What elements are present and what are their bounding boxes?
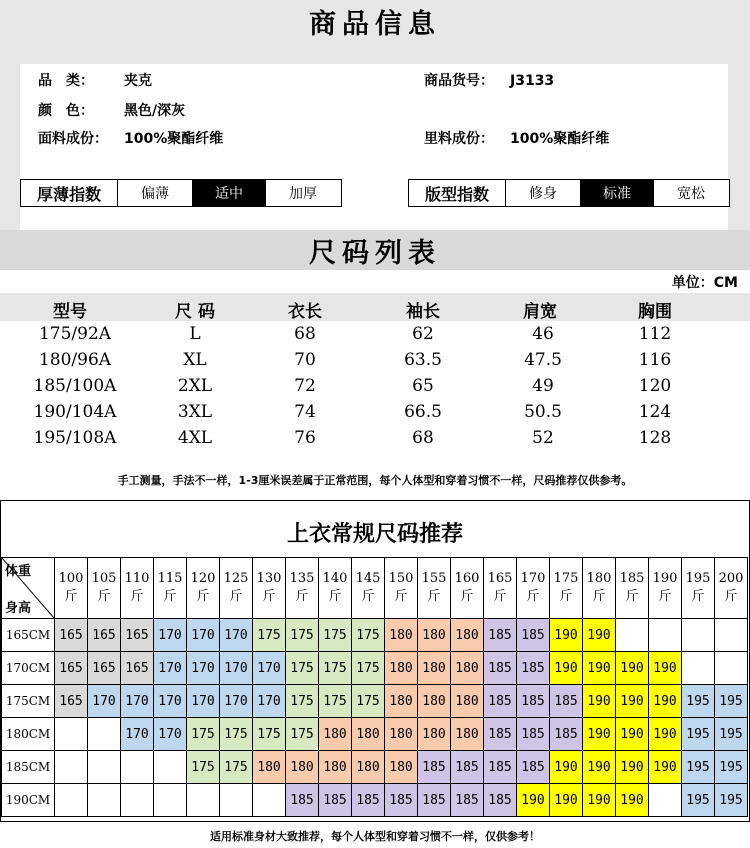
recommend-cell: 185 [484, 784, 517, 817]
weight-header-155 [418, 558, 451, 619]
recommend-cell: 180 [451, 619, 484, 652]
recommend-cell: 165 [88, 619, 121, 652]
recommend-cell: 175 [220, 718, 253, 751]
weight-header-180 [583, 558, 616, 619]
recommend-cell: 180 [418, 685, 451, 718]
recommend-cell: 175 [319, 619, 352, 652]
weight-header-130 [253, 558, 286, 619]
weight-unit: 斤 [163, 589, 177, 604]
category-value: 夹克 [124, 73, 152, 89]
size-cell: 50.5 [524, 402, 562, 422]
size-cell: 3XL [177, 402, 213, 422]
weight-value: 180 [586, 571, 612, 586]
recommend-cell [121, 751, 154, 784]
weight-unit: 斤 [229, 589, 243, 604]
recommend-cell: 185 [451, 751, 484, 784]
weight-unit: 斤 [460, 589, 474, 604]
color-row [38, 100, 185, 120]
recommend-cell: 180 [418, 718, 451, 751]
recommend-cell: 195 [715, 751, 748, 784]
header-size: 尺 码 [175, 302, 215, 322]
size-table-title: 尺码列表 [309, 237, 441, 269]
size-cell: 47.5 [524, 350, 562, 370]
size-cell: 116 [638, 350, 672, 370]
size-cell: 185/100A [33, 376, 117, 396]
item-no-label: 商品货号： [424, 73, 494, 89]
height-label: 175CM [2, 685, 55, 718]
fit-option-slim: 修身 [529, 186, 557, 202]
weight-unit: 斤 [328, 589, 342, 604]
size-cell: 46 [532, 324, 554, 344]
size-cell: L [189, 324, 201, 344]
recommend-cell: 165 [121, 652, 154, 685]
height-label: 165CM [2, 619, 55, 652]
recommend-cell: 170 [253, 685, 286, 718]
weight-unit: 斤 [262, 589, 276, 604]
size-cell: 190/104A [33, 402, 117, 422]
recommend-cell: 165 [121, 619, 154, 652]
recommend-cell: 185 [418, 751, 451, 784]
recommend-cell: 190 [583, 751, 616, 784]
weight-header-100 [55, 558, 88, 619]
recommend-row [2, 718, 748, 751]
color-label: 颜 色： [38, 103, 94, 119]
recommend-cell [55, 784, 88, 817]
recommend-cell: 185 [286, 784, 319, 817]
recommend-cell: 170 [154, 619, 187, 652]
weight-value: 135 [289, 571, 315, 586]
height-label: 180CM [2, 718, 55, 751]
recommend-cell: 170 [154, 652, 187, 685]
recommend-cell: 190 [649, 652, 682, 685]
recommend-cell: 175 [352, 619, 385, 652]
recommend-cell: 185 [484, 652, 517, 685]
recommend-cell: 180 [286, 751, 319, 784]
header-model: 型号 [53, 302, 87, 322]
recommend-cell: 165 [55, 652, 88, 685]
recommend-cell [121, 784, 154, 817]
weight-header-105 [88, 558, 121, 619]
size-cell: 2XL [177, 376, 213, 396]
recommend-cell: 185 [319, 784, 352, 817]
recommend-row [2, 751, 748, 784]
recommend-cell: 190 [616, 718, 649, 751]
weight-value: 105 [91, 571, 117, 586]
weight-unit: 斤 [394, 589, 408, 604]
recommend-cell: 190 [550, 652, 583, 685]
recommend-cell: 185 [451, 784, 484, 817]
weight-unit: 斤 [493, 589, 507, 604]
unit-label: 单位：CM [671, 275, 738, 291]
recommend-cell: 165 [55, 685, 88, 718]
weight-header-115 [154, 558, 187, 619]
header-length: 衣长 [288, 302, 322, 322]
size-cell: 68 [294, 324, 316, 344]
weight-unit: 斤 [295, 589, 309, 604]
size-cell: 175/92A [38, 324, 112, 344]
size-cell: 180/96A [38, 350, 112, 370]
category-row [38, 70, 152, 90]
recommend-cell: 180 [385, 619, 418, 652]
recommend-cell [682, 619, 715, 652]
weight-value: 100 [58, 571, 84, 586]
height-label: 190CM [2, 784, 55, 817]
recommend-cell: 185 [550, 718, 583, 751]
recommend-cell: 190 [616, 751, 649, 784]
recommend-cell: 195 [682, 718, 715, 751]
recommend-cell: 185 [352, 784, 385, 817]
header-chest: 胸围 [638, 302, 672, 322]
recommend-cell: 180 [385, 652, 418, 685]
weight-value: 200 [718, 571, 744, 586]
size-cell: 65 [412, 376, 434, 396]
corner-weight-label: 体重 [5, 564, 32, 579]
recommend-cell: 190 [616, 685, 649, 718]
recommend-cell: 175 [253, 718, 286, 751]
recommend-cell: 195 [682, 784, 715, 817]
recommend-cell: 175 [253, 619, 286, 652]
weight-unit: 斤 [526, 589, 540, 604]
size-cell: 4XL [177, 428, 213, 448]
recommend-row [2, 784, 748, 817]
header-sleeve: 袖长 [406, 302, 440, 322]
weight-unit: 斤 [691, 589, 705, 604]
weight-header-110 [121, 558, 154, 619]
weight-value: 110 [124, 571, 150, 586]
recommend-cell: 190 [550, 751, 583, 784]
recommend-cell: 190 [583, 685, 616, 718]
fabric-label: 面料成份： [38, 131, 108, 147]
size-header-row [0, 293, 750, 321]
size-cell: 63.5 [404, 350, 442, 370]
recommend-cell: 190 [550, 619, 583, 652]
recommend-cell: 185 [484, 718, 517, 751]
recommend-cell [253, 784, 286, 817]
recommend-cell: 185 [385, 784, 418, 817]
recommend-cell: 180 [253, 751, 286, 784]
weight-value: 170 [520, 571, 546, 586]
thickness-index [20, 179, 342, 207]
height-label: 170CM [2, 652, 55, 685]
recommend-cell [616, 619, 649, 652]
weight-unit: 斤 [427, 589, 441, 604]
header-shoulder: 肩宽 [523, 302, 557, 322]
recommend-cell: 170 [187, 652, 220, 685]
weight-unit: 斤 [97, 589, 111, 604]
fit-option-standard: 标准 [580, 180, 654, 206]
thickness-title: 厚薄指数 [21, 180, 118, 206]
weight-value: 165 [487, 571, 513, 586]
recommend-cell: 170 [121, 718, 154, 751]
fit-option-loose: 宽松 [677, 186, 705, 202]
recommend-cell: 190 [517, 784, 550, 817]
category-label: 品 类： [38, 73, 94, 89]
recommend-row [2, 685, 748, 718]
product-info-title: 商品信息 [309, 8, 441, 40]
weight-header-190 [649, 558, 682, 619]
recommend-cell: 180 [352, 751, 385, 784]
recommend-cell [88, 751, 121, 784]
recommend-cell: 170 [220, 685, 253, 718]
recommend-cell: 195 [715, 784, 748, 817]
color-value: 黑色/深灰 [124, 103, 186, 119]
weight-header-145 [352, 558, 385, 619]
recommend-cell: 175 [286, 619, 319, 652]
recommend-cell: 180 [352, 718, 385, 751]
weight-value: 160 [454, 571, 480, 586]
recommend-corner [2, 558, 55, 619]
weight-header-185 [616, 558, 649, 619]
weight-unit: 斤 [592, 589, 606, 604]
fabric-value: 100%聚酯纤维 [124, 131, 224, 147]
recommend-cell: 195 [682, 751, 715, 784]
recommend-cell: 180 [418, 652, 451, 685]
size-cell: 112 [638, 324, 672, 344]
weight-value: 155 [421, 571, 447, 586]
weight-header-140 [319, 558, 352, 619]
size-cell: 120 [638, 376, 672, 396]
recommend-cell: 185 [517, 619, 550, 652]
weight-value: 175 [553, 571, 579, 586]
recommend-cell [220, 784, 253, 817]
recommend-cell: 190 [583, 619, 616, 652]
thickness-option-thin: 偏薄 [141, 186, 169, 202]
recommend-cell: 170 [253, 652, 286, 685]
recommend-cell: 180 [451, 718, 484, 751]
weight-header-165 [484, 558, 517, 619]
weight-unit: 斤 [361, 589, 375, 604]
thickness-option-medium: 适中 [192, 180, 266, 206]
weight-header-135 [286, 558, 319, 619]
recommend-cell: 180 [319, 718, 352, 751]
size-cell: 195/108A [33, 428, 117, 448]
recommend-cell: 185 [517, 652, 550, 685]
size-cell: 52 [532, 428, 554, 448]
size-cell: 128 [638, 428, 672, 448]
weight-unit: 斤 [559, 589, 573, 604]
fabric-row [38, 128, 223, 148]
measurement-note: 手工测量，手法不一样，1-3厘米误差属于正常范围，每个人体型和穿着习惯不一样，尺码推荐仅供参考。 [117, 474, 633, 487]
recommend-cell: 190 [649, 718, 682, 751]
weight-unit: 斤 [658, 589, 672, 604]
weight-value: 185 [619, 571, 645, 586]
size-cell: 76 [294, 428, 316, 448]
recommend-cell: 190 [583, 652, 616, 685]
recommend-cell: 190 [616, 784, 649, 817]
recommend-cell: 170 [187, 685, 220, 718]
recommend-cell: 170 [154, 718, 187, 751]
size-cell: XL [183, 350, 207, 370]
recommend-cell: 175 [187, 718, 220, 751]
recommend-cell: 175 [220, 751, 253, 784]
recommend-cell: 170 [220, 619, 253, 652]
recommend-cell: 170 [220, 652, 253, 685]
recommend-cell: 185 [517, 685, 550, 718]
product-info-box [20, 64, 728, 230]
recommend-cell: 185 [484, 751, 517, 784]
weight-unit: 斤 [724, 589, 738, 604]
weight-header-170 [517, 558, 550, 619]
recommend-cell: 170 [187, 619, 220, 652]
recommend-cell: 185 [484, 619, 517, 652]
fit-index [408, 179, 730, 207]
weight-header-120 [187, 558, 220, 619]
weight-header-125 [220, 558, 253, 619]
recommend-cell [682, 652, 715, 685]
recommend-cell: 195 [715, 685, 748, 718]
size-cell: 70 [294, 350, 316, 370]
recommend-cell: 180 [418, 619, 451, 652]
recommend-cell: 175 [352, 652, 385, 685]
recommend-cell: 170 [121, 685, 154, 718]
recommend-cell: 190 [649, 751, 682, 784]
weight-value: 150 [388, 571, 414, 586]
recommend-row [2, 619, 748, 652]
size-cell: 62 [412, 324, 434, 344]
recommend-cell [715, 652, 748, 685]
recommend-cell: 165 [55, 619, 88, 652]
recommend-cell: 180 [451, 685, 484, 718]
recommend-cell: 195 [715, 718, 748, 751]
recommend-cell: 180 [385, 751, 418, 784]
recommend-cell: 165 [88, 652, 121, 685]
weight-unit: 斤 [64, 589, 78, 604]
weight-value: 195 [685, 571, 711, 586]
recommend-note: 适用标准身材大致推荐，每个人体型和穿着习惯不一样，仅供参考！ [210, 830, 540, 843]
recommend-cell: 170 [88, 685, 121, 718]
weight-header-200 [715, 558, 748, 619]
recommend-cell: 180 [385, 685, 418, 718]
recommend-cell: 185 [550, 685, 583, 718]
corner-height-label: 身高 [5, 601, 32, 616]
thickness-option-thick: 加厚 [289, 186, 317, 202]
recommend-cell: 185 [418, 784, 451, 817]
recommend-table [1, 557, 748, 817]
recommend-cell: 175 [286, 652, 319, 685]
recommend-cell: 180 [319, 751, 352, 784]
size-cell: 68 [412, 428, 434, 448]
weight-value: 145 [355, 571, 381, 586]
weight-value: 120 [190, 571, 216, 586]
recommend-cell: 195 [682, 685, 715, 718]
lining-row [424, 128, 609, 148]
recommend-cell [88, 784, 121, 817]
recommend-cell: 190 [583, 718, 616, 751]
recommend-cell [55, 751, 88, 784]
weight-header-150 [385, 558, 418, 619]
recommend-header-row [2, 558, 748, 619]
weight-value: 125 [223, 571, 249, 586]
size-cell: 49 [532, 376, 554, 396]
recommend-title: 上衣常规尺码推荐 [286, 522, 463, 547]
recommend-cell [55, 718, 88, 751]
weight-unit: 斤 [196, 589, 210, 604]
height-label: 185CM [2, 751, 55, 784]
recommend-cell: 185 [517, 751, 550, 784]
recommend-cell: 190 [649, 685, 682, 718]
weight-unit: 斤 [625, 589, 639, 604]
recommend-cell [649, 784, 682, 817]
weight-header-175 [550, 558, 583, 619]
recommend-cell [154, 784, 187, 817]
recommend-cell [88, 718, 121, 751]
recommend-cell [649, 619, 682, 652]
recommend-cell: 190 [583, 784, 616, 817]
weight-value: 130 [256, 571, 282, 586]
recommend-row [2, 652, 748, 685]
recommend-cell: 175 [319, 685, 352, 718]
size-cell: 74 [294, 402, 316, 422]
size-cell: 124 [638, 402, 672, 422]
recommend-cell: 175 [352, 685, 385, 718]
recommend-cell: 170 [154, 685, 187, 718]
item-no-row [424, 70, 554, 90]
size-cell: 72 [294, 376, 316, 396]
item-no-value: J3133 [510, 73, 555, 89]
recommend-cell: 175 [286, 718, 319, 751]
recommend-cell [187, 784, 220, 817]
lining-label: 里料成份： [424, 131, 494, 147]
weight-header-195 [682, 558, 715, 619]
recommend-cell [154, 751, 187, 784]
weight-value: 190 [652, 571, 678, 586]
recommend-section [0, 500, 750, 822]
recommend-cell: 190 [550, 784, 583, 817]
recommend-cell [715, 619, 748, 652]
recommend-cell: 185 [517, 718, 550, 751]
weight-unit: 斤 [130, 589, 144, 604]
size-table-header [0, 230, 750, 270]
weight-value: 140 [322, 571, 348, 586]
recommend-cell: 180 [451, 652, 484, 685]
weight-value: 115 [157, 571, 183, 586]
recommend-cell: 185 [484, 685, 517, 718]
product-info-header [0, 0, 750, 42]
weight-header-160 [451, 558, 484, 619]
size-cell: 66.5 [404, 402, 442, 422]
recommend-cell: 175 [319, 652, 352, 685]
recommend-cell: 190 [616, 652, 649, 685]
lining-value: 100%聚酯纤维 [510, 131, 610, 147]
recommend-cell: 175 [187, 751, 220, 784]
fit-title: 版型指数 [409, 180, 506, 206]
recommend-cell: 180 [385, 718, 418, 751]
recommend-cell: 175 [286, 685, 319, 718]
